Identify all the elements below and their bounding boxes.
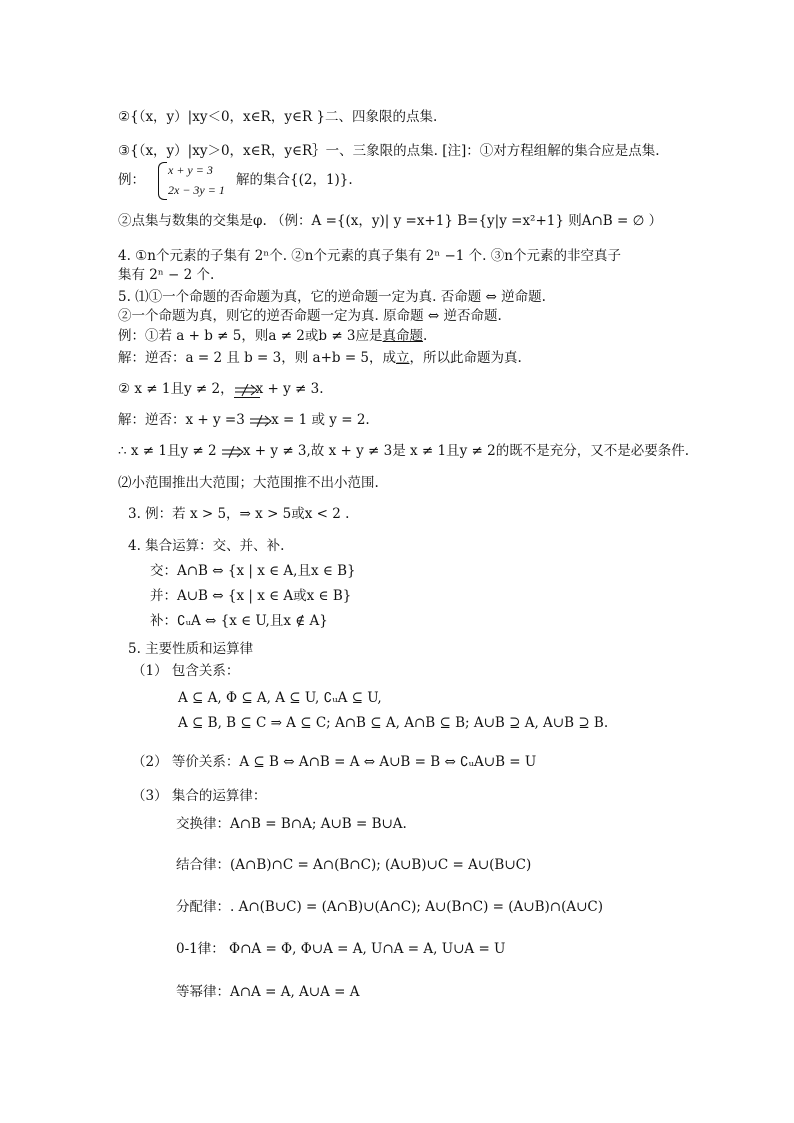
formula-zero-one: 0-1律： Φ∩A = Φ, Φ∪A = A, U∩A = A, U∪A = U xyxy=(176,941,506,957)
text-line-point-set-2-4-quadrants: ②{（x，y）|xy＜0，x∈R，y∈R }二、四象限的点集. xyxy=(118,109,438,125)
example-2-premise: ② x ≠ 1且y ≠ 2， xyxy=(118,381,234,397)
text-line-example-2 xyxy=(118,380,324,398)
formula-complement: 补：∁ᵤA ⇔ {x ∈ U,且x ∉ A} xyxy=(150,613,328,629)
formula-intersection: 交：A∩B ⇔ {x | x ∈ A,且x ∈ B} xyxy=(150,563,356,579)
text-line-point-number-intersection: ②点集与数集的交集是φ. （例：A ={(x，y)| y =x+1} B={y|y =x²+1} 则A∩B = ∅ ） xyxy=(118,213,663,229)
section-heading-properties: 5. 主要性质和运算律 xyxy=(128,641,254,657)
equation-system-brace xyxy=(158,162,167,200)
formula-commutative: 交换律：A∩B = B∩A; A∪B = B∪A. xyxy=(176,816,407,832)
text-line-solution-2 xyxy=(118,411,370,429)
section-heading-set-operations: 4. 集合运算：交、并、补. xyxy=(128,538,285,554)
solution-1-text: 解：逆否：a = 2 且 b = 3，则 a+b = 5，成 xyxy=(118,350,397,366)
equation-2: 2x − 3y = 1 xyxy=(168,183,225,197)
formula-idempotent: 等幂律：A∩A = A, A∪A = A xyxy=(176,984,360,1000)
solution-1-underlined: 立 xyxy=(396,350,410,366)
solution-set-text: 解的集合{(2，1)}. xyxy=(236,172,353,188)
solution-1-tail: ，所以此命题为真. xyxy=(409,350,522,366)
text-line-solution-1 xyxy=(118,349,522,367)
text-line-subset-count-a: 4. ①n个元素的子集有 2ⁿ个. ②n个元素的真子集有 2ⁿ −1 个. ③n个元素的非空真子 xyxy=(118,248,621,264)
example-1-period: . xyxy=(423,328,428,344)
not-implies-arrow-icon-2 xyxy=(221,446,243,458)
text-line-subset-count-b: 集有 2ⁿ − 2 个. xyxy=(118,267,215,283)
solution-2-conclusion: x = 1 或 y = 2. xyxy=(271,412,370,428)
formula-distributive: 分配律：. A∩(B∪C) = (A∩B)∪(A∩C); A∪(B∩C) = (A∪B)∩(A∪C) xyxy=(176,899,604,915)
subheading-inclusion: （1） 包含关系： xyxy=(132,663,240,679)
text-line-contrapositive: ②一个命题为真，则它的逆否命题一定为真. 原命题 ⇔ 逆否命题. xyxy=(118,308,502,324)
example-1-text: 例：①若 a + b ≠ 5，则a ≠ 2或b ≠ 3应是 xyxy=(118,328,383,344)
solution-2-premise: 解：逆否：x + y =3 xyxy=(118,412,250,428)
not-implies-arrow-icon xyxy=(249,415,271,427)
formula-inclusion-2: A ⊆ B, B ⊆ C ⇒ A ⊆ C; A∩B ⊆ A, A∩B ⊆ B; A∪B ⊇ A, A∪B ⊇ B. xyxy=(178,715,609,731)
true-proposition-label: 真命题 xyxy=(382,328,424,344)
subheading-operation-laws: （3） 集合的运算律： xyxy=(132,788,267,804)
text-line-example-1 xyxy=(118,327,427,345)
formula-associative: 结合律：(A∩B)∩C = A∩(B∩C); (A∪B)∪C = A∪(B∪C) xyxy=(176,857,532,873)
therefore-conclusion: x + y ≠ 3,故 x + y ≠ 3是 x ≠ 1且y ≠ 2的既不是充分，又不是必要条件. xyxy=(242,443,689,459)
equation-1: x + y = 3 xyxy=(168,163,213,177)
formula-equivalence: （2） 等价关系：A ⊆ B ⇔ A∩B = A ⇔ A∪B = B ⇔ ∁ᵤA∪B = U xyxy=(132,754,537,770)
text-line-range-rule: ⑵小范围推出大范围；大范围推不出小范围. xyxy=(118,475,379,491)
text-line-negation: 5. ⑴①一个命题的否命题为真，它的逆命题一定为真. 否命题 ⇔ 逆命题. xyxy=(118,289,546,305)
example-label: 例： xyxy=(118,172,145,188)
not-implies-underlined-arrow-icon xyxy=(234,384,256,396)
therefore-premise: ∴ x ≠ 1且y ≠ 2 xyxy=(118,443,221,459)
formula-union: 并：A∪B ⇔ {x | x ∈ A或x ∈ B} xyxy=(150,588,352,604)
formula-inclusion-1: A ⊆ A, Φ ⊆ A, A ⊆ U, ∁ᵤA ⊆ U, xyxy=(178,690,382,706)
example-2-conclusion: x + y ≠ 3. xyxy=(255,381,324,397)
text-line-therefore xyxy=(118,442,689,460)
text-line-example-3: 3. 例：若 x > 5，⇒ x > 5或x < 2 . xyxy=(128,506,350,522)
text-line-point-set-1-3-quadrants: ③{（x，y）|xy＞0，x∈R，y∈R｝一、三象限的点集. [注]：①对方程组解的集合应是点集. xyxy=(118,143,660,159)
